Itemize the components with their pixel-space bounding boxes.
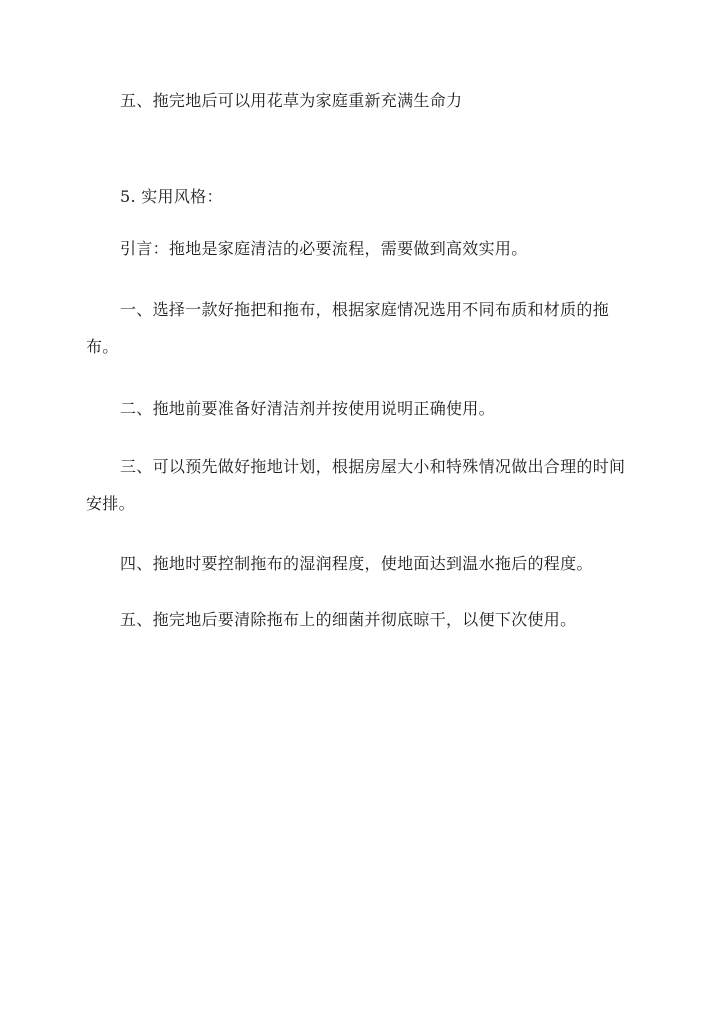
section-heading-practical-style: 5. 实用风格： [120, 187, 223, 206]
paragraph-tip-five-flowers: 五、拖完地后可以用花草为家庭重新充满生命力 [120, 91, 463, 110]
paragraph-introduction: 引言：拖地是家庭清洁的必要流程，需要做到高效实用。 [120, 239, 528, 258]
paragraph-step-five: 五、拖完地后要清除拖布上的细菌并彻底晾干，以便下次使用。 [120, 610, 577, 629]
paragraph-step-two: 二、拖地前要准备好清洁剂并按使用说明正确使用。 [120, 399, 495, 418]
paragraph-step-one: 一、选择一款好拖把和拖布，根据家庭情况选用不同布质和材质的拖布。 [86, 300, 610, 356]
paragraph-step-three: 三、可以预先做好拖地计划，根据房屋大小和特殊情况做出合理的时间安排。 [86, 457, 626, 513]
paragraph-step-four: 四、拖地时要控制拖布的湿润程度，使地面达到温水拖后的程度。 [120, 554, 593, 573]
